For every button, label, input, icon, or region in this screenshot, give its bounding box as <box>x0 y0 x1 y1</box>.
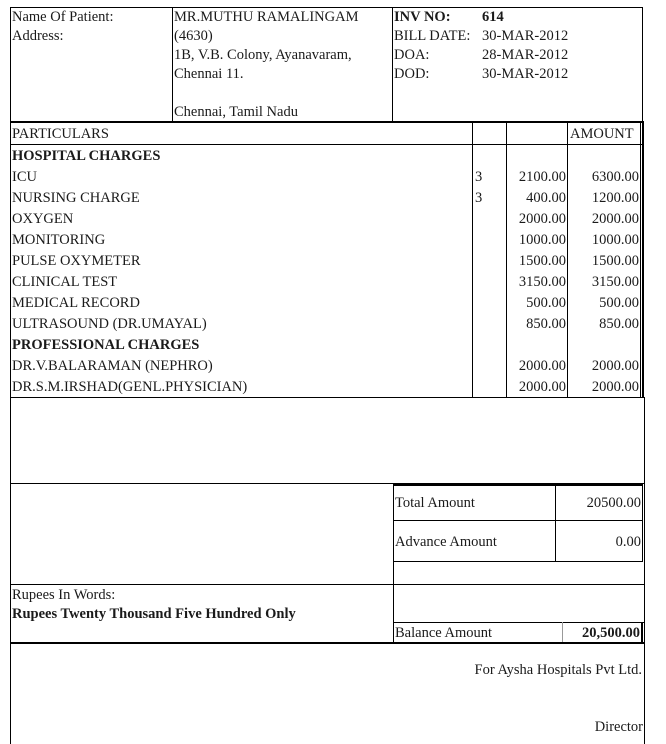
table-top-border <box>10 121 644 123</box>
row-amount: 2000.00 <box>591 358 639 374</box>
totals-row-divider <box>393 520 642 521</box>
section-title-professional: PROFESSIONAL CHARGES <box>12 337 200 353</box>
rupees-in-words: Rupees Twenty Thousand Five Hundred Only <box>12 606 296 622</box>
balance-amount-label: Balance Amount <box>395 625 493 641</box>
table-header-bottom <box>10 144 642 145</box>
table-right-border <box>642 121 644 398</box>
advance-amount: 0.00 <box>615 534 641 550</box>
address-line-2: Chennai 11. <box>174 66 244 82</box>
doa-label: DOA: <box>394 47 430 63</box>
row-item: ULTRASOUND (DR.UMAYAL) <box>12 316 207 332</box>
footer-top-border <box>10 642 644 644</box>
row-rate: 3150.00 <box>518 274 566 290</box>
dod-label: DOD: <box>394 66 430 82</box>
row-qty: 3 <box>475 190 483 206</box>
bill-date: 30-MAR-2012 <box>482 28 569 44</box>
row-rate: 400.00 <box>526 190 566 206</box>
balance-amount: 20,500.00 <box>582 625 640 641</box>
signatory: Director <box>594 719 643 735</box>
row-rate: 1500.00 <box>518 253 566 269</box>
row-item: MONITORING <box>12 232 106 248</box>
row-item: DR.S.M.IRSHAD(GENL.PHYSICIAN) <box>12 379 248 395</box>
total-amount: 20500.00 <box>586 495 641 511</box>
row-amount: 2000.00 <box>591 379 639 395</box>
header-right-border <box>642 7 643 122</box>
bill-date-label: BILL DATE: <box>394 28 471 44</box>
row-amount: 500.00 <box>599 295 639 311</box>
row-rate: 2000.00 <box>518 379 566 395</box>
totals-box-left <box>393 484 394 644</box>
row-item: ICU <box>12 169 37 185</box>
row-item: OXYGEN <box>12 211 74 227</box>
table-left-border <box>10 121 11 398</box>
patient-id: (4630) <box>174 28 213 44</box>
row-amount: 2000.00 <box>591 211 639 227</box>
row-rate: 2000.00 <box>518 211 566 227</box>
section-title-hospital: HOSPITAL CHARGES <box>12 148 161 164</box>
advance-amount-label: Advance Amount <box>395 534 497 550</box>
total-amount-label: Total Amount <box>395 495 475 511</box>
totals-box-right <box>642 484 643 562</box>
lower-left-border <box>10 397 11 744</box>
header-left-border <box>10 7 11 122</box>
row-amount: 1200.00 <box>591 190 639 206</box>
row-rate: 2000.00 <box>518 358 566 374</box>
inv-no-label: INV NO: <box>394 9 451 25</box>
rupees-in-words-label: Rupees In Words: <box>12 587 116 603</box>
dod: 30-MAR-2012 <box>482 66 569 82</box>
row-amount: 1000.00 <box>591 232 639 248</box>
totals-box-bottom <box>393 561 642 562</box>
row-item: CLINICAL TEST <box>12 274 118 290</box>
table-right-inner <box>640 121 641 398</box>
address-label: Address: <box>12 28 64 44</box>
row-rate: 1000.00 <box>518 232 566 248</box>
balance-row-top <box>393 622 644 623</box>
company-name: For Aysha Hospitals Pvt Ltd. <box>474 662 642 678</box>
balance-row-right <box>641 622 643 643</box>
row-item: NURSING CHARGE <box>12 190 140 206</box>
patient-name: MR.MUTHU RAMALINGAM <box>174 9 359 25</box>
lower-right-border <box>644 397 645 744</box>
row-rate: 850.00 <box>526 316 566 332</box>
doa: 28-MAR-2012 <box>482 47 569 63</box>
inv-no: 614 <box>482 9 504 25</box>
row-amount: 1500.00 <box>591 253 639 269</box>
words-section-top <box>10 584 644 585</box>
row-amount: 3150.00 <box>591 274 639 290</box>
header-particulars: PARTICULARS <box>12 126 109 142</box>
row-rate: 500.00 <box>526 295 566 311</box>
address-line-3: Chennai, Tamil Nadu <box>174 104 298 120</box>
address-line-1: 1B, V.B. Colony, Ayanavaram, <box>174 47 352 63</box>
patient-name-label: Name Of Patient: <box>12 9 114 25</box>
header-divider-1 <box>172 7 173 122</box>
header-divider-2 <box>392 7 393 122</box>
row-rate: 2100.00 <box>518 169 566 185</box>
row-amount: 850.00 <box>599 316 639 332</box>
row-item: MEDICAL RECORD <box>12 295 140 311</box>
totals-box-top <box>393 484 642 486</box>
table-col-qty-left <box>472 121 473 398</box>
row-qty: 3 <box>475 169 483 185</box>
row-item: DR.V.BALARAMAN (NEPHRO) <box>12 358 213 374</box>
row-item: PULSE OXYMETER <box>12 253 141 269</box>
row-amount: 6300.00 <box>591 169 639 185</box>
table-bottom-border <box>10 397 644 398</box>
header-amount: AMOUNT <box>570 126 634 142</box>
